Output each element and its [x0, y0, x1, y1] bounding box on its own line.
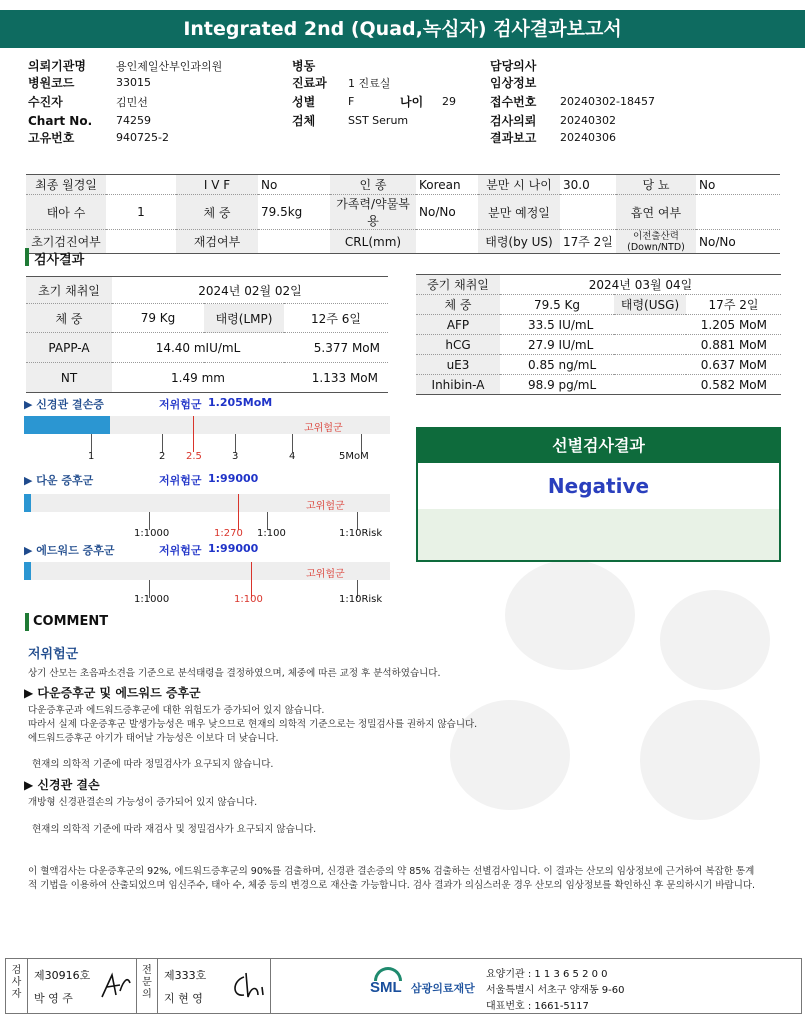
- first-weight-value: 79 Kg: [112, 304, 204, 333]
- confirmer-name: 지 현 영: [164, 992, 203, 1005]
- header-label: 수진자: [28, 95, 63, 109]
- header-value: 20240302-18457: [560, 95, 655, 108]
- marker-value: 1.49 mm: [171, 370, 225, 385]
- org-name: 삼광의료재단: [411, 982, 475, 995]
- tick-mark: [162, 434, 163, 452]
- header-label: Chart No.: [28, 113, 93, 128]
- tick-label: 1: [88, 451, 95, 462]
- info-row: [26, 230, 780, 254]
- tick-mark: [361, 434, 362, 452]
- info-label: CRL(mm): [330, 230, 416, 254]
- info-value: [416, 230, 478, 254]
- tick-label: 2: [159, 451, 166, 462]
- header-label: 임상정보: [490, 76, 537, 90]
- marker-mom: 0.582 MoM: [700, 377, 767, 392]
- header-row: [490, 91, 790, 112]
- info-value: [106, 230, 176, 254]
- second-ga-label: 태령(USG): [614, 295, 686, 315]
- tick-label: 4: [289, 451, 296, 462]
- marker-name: Inhibin-A: [416, 375, 500, 395]
- header-value: SST Serum: [348, 114, 409, 127]
- marker-mom: 0.881 MoM: [686, 335, 781, 355]
- age-label: 나이: [400, 95, 424, 109]
- header-value: 1 진료실: [348, 76, 391, 90]
- first-date-label: 초기 채취일: [26, 277, 112, 304]
- header-row: [292, 112, 492, 129]
- header-col3: [490, 57, 790, 146]
- info-label: 분만 예정일: [478, 195, 560, 230]
- first-date-value: 2024년 02월 02일: [112, 277, 388, 304]
- comment-heading: COMMENT: [33, 614, 109, 629]
- marker-name: PAPP-A: [26, 333, 112, 363]
- first-weight-label: 체 중: [26, 304, 112, 333]
- screening-result-box: [416, 427, 781, 562]
- confirmer-license: 제333호: [164, 969, 207, 982]
- risk-bar-fill: [24, 494, 31, 512]
- header-value: 33015: [116, 76, 151, 89]
- info-value: 79.5kg: [258, 195, 330, 230]
- header-row: [292, 57, 492, 74]
- header-value: 940725-2: [116, 131, 169, 144]
- screening-result-value: Negative: [547, 474, 650, 498]
- risk-value: 1:99000: [208, 472, 259, 485]
- marker-row: [416, 315, 781, 335]
- examiner-label-cell: [6, 959, 28, 1013]
- first-ga-label: 태령(LMP): [204, 304, 284, 333]
- risk-edward: [24, 542, 390, 608]
- marker-row: [416, 355, 781, 375]
- info-label: 태령(by US): [478, 230, 560, 254]
- examiner-license: 제30916호: [34, 969, 91, 982]
- first-weight-row: [26, 304, 388, 333]
- info-label: 분만 시 나이: [478, 175, 560, 195]
- header-row: [28, 129, 288, 146]
- tick-mark: [91, 434, 92, 452]
- tick-mark: [235, 434, 236, 452]
- info-table: [26, 174, 780, 254]
- marker-name: hCG: [416, 335, 500, 355]
- tick-label: 1:1000: [134, 528, 170, 539]
- sml-logo: [368, 967, 408, 1007]
- examiner-name: 박 영 주: [34, 992, 73, 1005]
- risk-title: ▶ 신경관 결손증: [24, 398, 104, 411]
- header-row: [490, 112, 790, 129]
- tick-label: 1:10Risk: [339, 594, 383, 605]
- tick-label: 1:1000: [134, 594, 170, 605]
- header-row: [28, 74, 288, 91]
- comment-line: 현재의 의학적 기준에 따라 정밀검사가 요구되지 않습니다.: [32, 759, 274, 770]
- info-label: I V F: [176, 175, 258, 195]
- down-edward-heading: ▶ 다운증후군 및 에드워드 증후군: [24, 686, 201, 700]
- comment-line: 다운증후군과 에드워드증후군에 대한 위험도가 증가되어 있지 않습니다.: [28, 705, 325, 716]
- header-row: [28, 112, 288, 129]
- marker-name: uE3: [416, 355, 500, 375]
- comment-line: 개방형 신경관결손의 가능성이 증가되어 있지 않습니다.: [28, 797, 258, 808]
- watermark-shape: [505, 560, 635, 670]
- comment-line: 따라서 실제 다운증후군 발생가능성은 매우 낮으므로 현재의 의학적 기준으로는 정밀검사를 권하지 않습니다.: [28, 719, 478, 730]
- marker-value: 27.9 IU/mL: [500, 335, 686, 355]
- marker-row: [26, 363, 388, 393]
- header-label: 담당의사: [490, 59, 537, 73]
- info-value: 30.0: [560, 175, 616, 195]
- age-value: 29: [442, 95, 456, 108]
- header-row: [490, 74, 790, 91]
- comment-line: 상기 산모는 초음파소견을 기준으로 분석태령을 결정하였으며, 체중에 따른 교정 후 분석하였습니다.: [28, 668, 441, 679]
- marker-value: 14.40 mIU/mL: [112, 333, 284, 363]
- disclaimer-line: 이 혈액검사는 다운증후군의 92%, 에드워드증후군의 90%를 검출하며, 신경관 결손증의 약 85% 검출하는 선별검사입니다. 이 결과는 산모의 임상정보에 근거하여 복잡한 통계: [28, 866, 755, 877]
- info-label: 체 중: [176, 195, 258, 230]
- logo-text: SML: [370, 979, 402, 996]
- header-label: 진료과: [292, 76, 327, 90]
- first-trimester-table: [26, 276, 388, 393]
- report-title: Integrated 2nd (Quad,녹십자) 검사결과보고서: [0, 10, 805, 48]
- header-label: 병동: [292, 59, 316, 73]
- high-risk-label: 고위험군: [304, 423, 343, 434]
- footer: [5, 958, 802, 1014]
- marker-name: NT: [26, 363, 112, 393]
- info-value: No: [258, 175, 330, 195]
- footer-divider: [270, 959, 271, 1013]
- info-value: No/No: [699, 234, 736, 249]
- marker-mom: 5.377 MoM: [284, 333, 388, 363]
- section-marker: [25, 613, 29, 631]
- header-row: [28, 57, 288, 74]
- tick-label: 1:100: [234, 594, 263, 605]
- info-value: [560, 195, 616, 230]
- institution-code: 요양기관 : 1 1 3 6 5 2 0 0: [486, 969, 608, 980]
- info-value: No: [696, 175, 780, 195]
- watermark-shape: [640, 700, 760, 820]
- marker-mom: 1.205 MoM: [686, 315, 781, 335]
- confirmer-signature: [228, 969, 268, 1003]
- header-col1: [28, 57, 288, 146]
- info-row: [26, 175, 780, 195]
- info-label: 재검여부: [176, 230, 258, 254]
- info-value: No/No: [416, 195, 478, 230]
- info-value: 1: [106, 195, 176, 230]
- header-row: [292, 74, 492, 91]
- risk-value: 1.205MoM: [208, 396, 273, 409]
- risk-group: 저위험군: [159, 398, 202, 411]
- cutoff-mark: [251, 562, 252, 598]
- info-label: 최종 월경일: [26, 175, 106, 195]
- cutoff-mark: [193, 416, 194, 452]
- marker-name: AFP: [416, 315, 500, 335]
- info-label: 가족력/약물복용: [330, 195, 416, 230]
- info-value: Korean: [416, 175, 478, 195]
- second-date-row: [416, 275, 781, 295]
- second-ga-value: 17주 2일: [686, 295, 781, 315]
- risk-group: 저위험군: [159, 474, 202, 487]
- info-value: 17주 2일: [563, 235, 613, 249]
- tick-label: 1:10Risk: [339, 528, 383, 539]
- risk-ntd: [24, 396, 390, 462]
- info-label: 인 종: [330, 175, 416, 195]
- info-label: 태아 수: [26, 195, 106, 230]
- comment-risk-group: 저위험군: [28, 647, 79, 662]
- phone: 대표번호 : 1661-5117: [486, 1001, 589, 1012]
- tick-label: 5MoM: [339, 451, 369, 462]
- tick-label: 2.5: [186, 451, 202, 462]
- tick-label: 3: [232, 451, 239, 462]
- header-label: 의뢰기관명: [28, 59, 86, 73]
- risk-group: 저위험군: [159, 544, 202, 557]
- first-date-row: [26, 277, 388, 304]
- risk-title: ▶ 다운 증후군: [24, 474, 94, 487]
- first-ga-value: 12주 6일: [284, 304, 388, 333]
- header-label: 검체: [292, 114, 316, 128]
- info-label: 흡연 여부: [616, 195, 696, 230]
- marker-mom: 1.133 MoM: [311, 370, 378, 385]
- header-label: 고유번호: [28, 131, 75, 145]
- confirmer-label-cell: [136, 959, 158, 1013]
- examiner-signature: [98, 969, 134, 1003]
- info-row: [26, 195, 780, 230]
- tick-label: 1:100: [257, 528, 286, 539]
- risk-bar-fill: [24, 416, 110, 434]
- comment-line: 에드워드증후군 아기가 태어날 가능성은 이보다 더 낮습니다.: [28, 733, 279, 744]
- screening-result-footer: [418, 509, 779, 560]
- info-value: [258, 230, 330, 254]
- header-value: 20240306: [560, 131, 616, 144]
- info-value: [696, 195, 780, 230]
- marker-value: 0.85 ng/mL: [500, 355, 686, 375]
- comment-line: 현재의 의학적 기준에 따라 재검사 및 정밀검사가 요구되지 않습니다.: [32, 824, 317, 835]
- info-label: 이전출산력 (Down/NTD): [616, 230, 696, 254]
- header-label: 성별: [292, 95, 316, 109]
- header-label: 접수번호: [490, 95, 537, 109]
- header-row: [490, 129, 790, 146]
- header-value: F: [348, 95, 355, 108]
- risk-title: ▶ 에드워드 증후군: [24, 544, 115, 557]
- tick-label: 1:270: [214, 528, 243, 539]
- disclaimer-line: 적 기법을 이용하여 산출되었으며 임신주수, 태아 수, 체중 등의 변경으로 재산출 가능합니다. 검사 결과가 의심스러운 경우 산모의 임상정보를 확인하신 후 문의하시기 바랍니다.: [28, 880, 756, 891]
- header-label: 결과보고: [490, 131, 537, 145]
- tick-mark: [292, 434, 293, 452]
- header-row: [28, 91, 288, 112]
- marker-row: [416, 335, 781, 355]
- cutoff-mark: [238, 494, 239, 530]
- second-weight-label: 체 중: [416, 295, 500, 315]
- screening-result-heading: 선별검사결과: [418, 429, 779, 463]
- results-heading: 검사결과: [34, 253, 85, 268]
- address: 서울특별시 서초구 양재동 9-60: [486, 985, 625, 996]
- second-date-label: 중기 채취일: [416, 275, 500, 295]
- header-value: 김민선: [116, 95, 148, 109]
- info-label: 초기검진여부: [26, 230, 106, 254]
- second-weight-value: 79.5 Kg: [500, 295, 614, 315]
- marker-mom: 0.637 MoM: [686, 355, 781, 375]
- high-risk-label: 고위험군: [306, 501, 345, 512]
- header-value: 용인제일산부인과의원: [116, 59, 223, 73]
- header-label: 병원코드: [28, 76, 75, 90]
- watermark-shape: [660, 590, 770, 690]
- info-label: 당 뇨: [616, 175, 696, 195]
- marker-row: [26, 333, 388, 363]
- examiner-label: 검사자: [11, 965, 22, 1000]
- header-row: [292, 91, 492, 112]
- section-marker: [25, 248, 29, 266]
- confirmer-label: 전문의: [142, 965, 152, 1000]
- risk-value: 1:99000: [208, 542, 259, 555]
- risk-down: [24, 472, 390, 538]
- header-row: [490, 57, 790, 74]
- header-value: 20240302: [560, 114, 616, 127]
- ntd-heading: ▶ 신경관 결손: [24, 778, 100, 792]
- marker-value: 98.9 pg/mL: [528, 377, 597, 392]
- second-trimester-table: [416, 274, 781, 395]
- high-risk-label: 고위험군: [306, 569, 345, 580]
- risk-bar-fill: [24, 562, 31, 580]
- second-date-value: 2024년 03월 04일: [500, 275, 781, 295]
- marker-row: [416, 375, 781, 395]
- header-label: 검사의뢰: [490, 114, 537, 128]
- header-col2: [292, 57, 492, 129]
- info-value: [106, 175, 176, 195]
- marker-value: 33.5 IU/mL: [500, 315, 686, 335]
- header-value: 74259: [116, 114, 151, 127]
- second-weight-row: [416, 295, 781, 315]
